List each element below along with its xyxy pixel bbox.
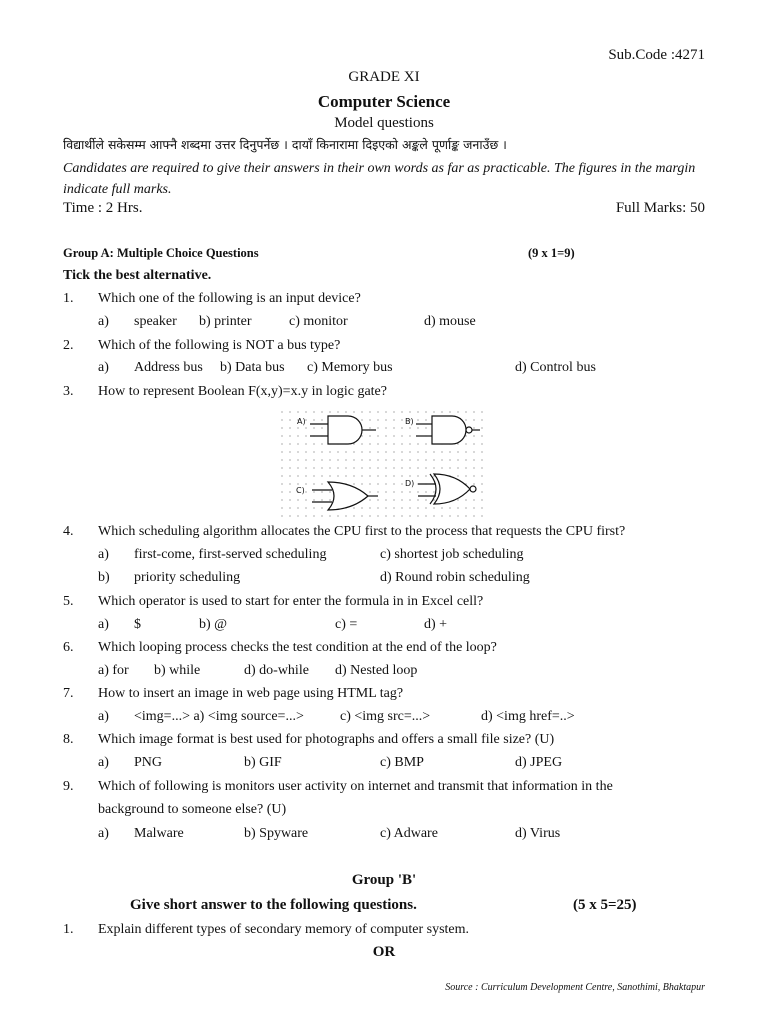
question-number: 5. [63, 594, 74, 609]
option-text: c) monitor [289, 314, 348, 329]
or-separator: OR [372, 944, 396, 960]
gate-label: C) [296, 486, 305, 495]
option-text: d) <img href=..> [481, 709, 575, 724]
option-text: b) printer [199, 314, 252, 329]
question-text: How to represent Boolean F(x,y)=x.y in logic gate? [98, 384, 387, 399]
model-questions-subtitle: Model questions [334, 115, 434, 131]
group-b-title: Group 'B' [351, 872, 417, 888]
group-a-marks: (9 x 1=9) [528, 246, 575, 260]
question-number: 2. [63, 338, 74, 353]
option-text: priority scheduling [134, 570, 241, 585]
option-text: <img=...> a) <img source=...> [134, 709, 304, 724]
option-text: c) = [335, 617, 358, 632]
question-text: Which operator is used to start for enter the formula in in Excel cell? [98, 594, 484, 609]
option-text: c) Adware [380, 826, 438, 841]
subject-title: Computer Science [317, 92, 451, 111]
group-a-instruction: Tick the best alternative. [63, 268, 212, 283]
option-text: d) + [424, 617, 448, 632]
option-text: Address bus [134, 360, 203, 375]
group-a-title: Group A: Multiple Choice Questions [63, 246, 259, 260]
question-number: 8. [63, 732, 74, 747]
time-allowed: Time : 2 Hrs. [63, 200, 143, 216]
question-text: Which image format is best used for photographs and offers a small file size? (U) [98, 732, 555, 747]
full-marks: Full Marks: 50 [615, 200, 705, 216]
option-text: c) Memory bus [307, 360, 393, 375]
option-label: a) [98, 826, 109, 841]
option-label: a) [98, 547, 109, 562]
option-label: a) [98, 617, 109, 632]
option-text: first-come, first-served scheduling [134, 547, 327, 562]
option-text: Malware [134, 826, 184, 841]
question-number: 1. [63, 291, 74, 306]
option-label: a) [98, 360, 109, 375]
option-text: b) GIF [244, 755, 282, 770]
question-text: Which looping process checks the test condition at the end of the loop? [98, 640, 497, 655]
option-text: b) Spyware [244, 826, 309, 841]
option-text: d) Round robin scheduling [380, 570, 530, 585]
logic-gates-figure [280, 410, 486, 518]
grade-heading: GRADE XI [348, 69, 420, 85]
question-number: 6. [63, 640, 74, 655]
option-label: b) [98, 570, 110, 585]
gate-label: B) [405, 417, 414, 426]
option-text: d) mouse [424, 314, 476, 329]
nepali-instruction: विद्यार्थीले सकेसम्म आफ्नै शब्दमा उत्तर दिनुपर्नेछ । दायाँ किनारामा दिइएको अङ्कले पूर्णाङ्क जनाउँछ । [63, 137, 507, 152]
source-footer: Source : Curriculum Development Centre, Sanothimi, Bhaktapur [445, 982, 705, 993]
gate-label: D) [405, 479, 415, 488]
english-instruction: Candidates are required to give their answers in their own words as far as practicable. The figures in the margin indicate full marks. [63, 161, 696, 197]
option-text: PNG [134, 755, 163, 770]
option-label: a) [98, 755, 109, 770]
option-text: b) while [154, 663, 201, 678]
question-text-continued: background to someone else? (U) [98, 802, 287, 817]
option-text: c) BMP [380, 755, 424, 770]
question-text: Which of following is monitors user activity on internet and transmit that information in the [98, 779, 613, 794]
option-text: d) Virus [515, 826, 561, 841]
question-text: Which of the following is NOT a bus type? [98, 338, 341, 353]
option-text: d) Nested loop [335, 663, 418, 678]
question-number: 1. [63, 922, 74, 937]
option-text: d) Control bus [515, 360, 596, 375]
question-text: Explain different types of secondary memory of computer system. [98, 922, 470, 937]
subject-code: Sub.Code :4271 [608, 47, 705, 63]
gate-label: A) [297, 417, 306, 426]
group-b-instruction: Give short answer to the following questions. [130, 897, 417, 913]
option-text: d) JPEG [515, 755, 563, 770]
option-text: b) @ [199, 617, 228, 632]
option-label: a) [98, 314, 109, 329]
option-label: a) [98, 709, 109, 724]
option-text: d) do-while [244, 663, 309, 678]
option-text: c) <img src=...> [340, 709, 431, 724]
question-number: 7. [63, 686, 74, 701]
question-text: Which scheduling algorithm allocates the CPU first to the process that requests the CPU first? [98, 524, 626, 539]
question-number: 3. [63, 384, 74, 399]
option-text: speaker [134, 314, 177, 329]
question-number: 9. [63, 779, 74, 794]
question-text: How to insert an image in web page using HTML tag? [98, 686, 404, 701]
group-b-marks: (5 x 5=25) [573, 897, 637, 913]
option-text: $ [134, 617, 141, 632]
question-text: Which one of the following is an input device? [98, 291, 361, 306]
option-text: a) for [98, 663, 129, 678]
question-number: 4. [63, 524, 74, 539]
option-text: b) Data bus [220, 360, 285, 375]
option-text: c) shortest job scheduling [380, 547, 524, 562]
